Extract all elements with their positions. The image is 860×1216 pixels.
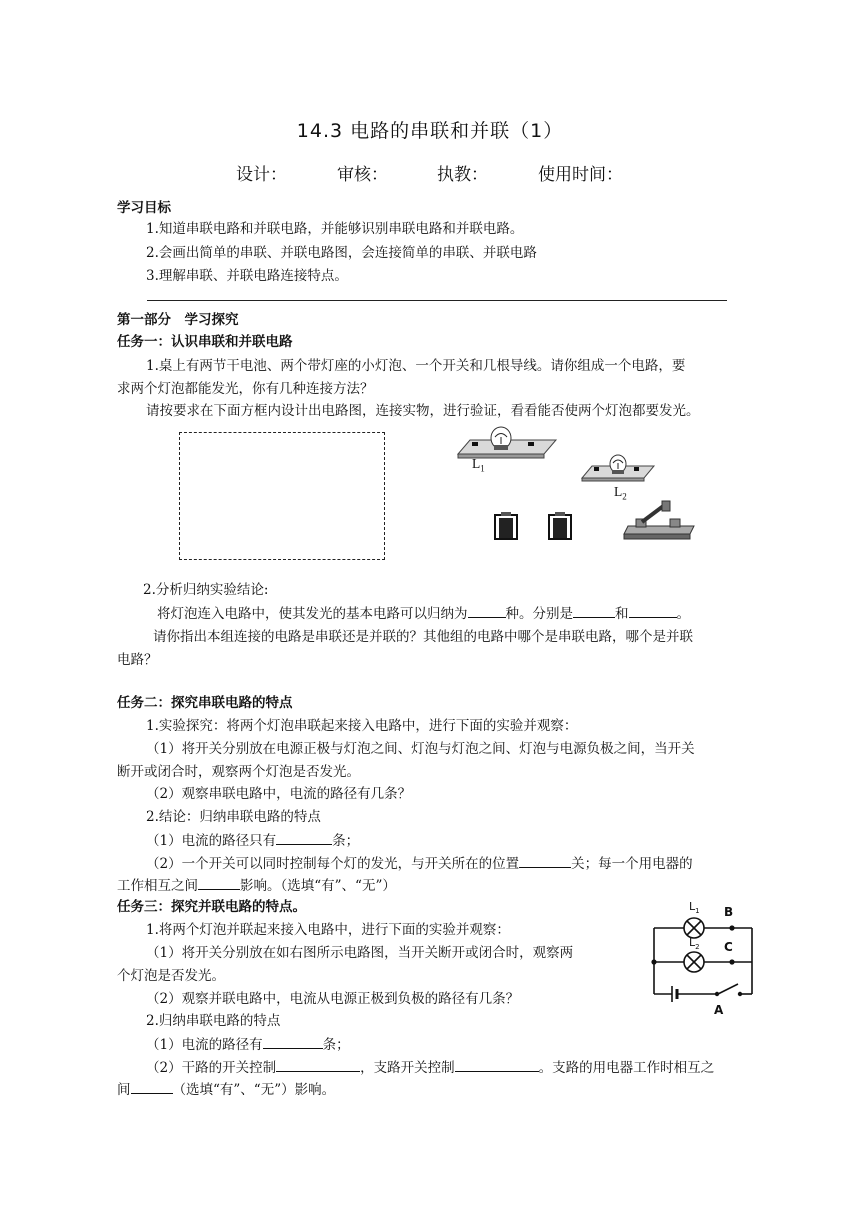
task1-q2-answer-line: 将灯泡连入电路中，使其发光的基本电路可以归纳为 种。分别是 和 。 [157, 603, 690, 624]
parallel-circuit-diagram [646, 898, 758, 1018]
divider [147, 300, 727, 301]
design-box[interactable] [179, 432, 385, 560]
battery-icon [494, 512, 518, 540]
diagram-label-l2: $L_2$ [689, 936, 700, 952]
diagram-label-l1: $L_1$ [689, 900, 700, 916]
task2-line: 工作相互之间 影响。（选填“有”、“无”） [117, 875, 396, 896]
task3-line: 2.归纳串联电路的特点 [146, 1013, 281, 1029]
battery-icon [548, 512, 572, 540]
task3-line: 个灯泡是否发光。 [117, 968, 225, 984]
goal-item: 1.知道串联电路和并联电路，并能够识别串联电路和并联电路。 [146, 221, 524, 237]
task2-line: 断开或闭合时，观察两个灯泡是否发光。 [117, 764, 360, 780]
blank-type1[interactable] [573, 603, 615, 618]
task1-q2: 2.分析归纳实验结论: [143, 582, 269, 598]
blank-influence[interactable] [198, 875, 240, 890]
meta-designer: 设计： [236, 165, 287, 185]
task3-line: （1）将开关分别放在如右图所示电路图，当开关断开或闭合时，观察两 [146, 945, 574, 961]
lamp-l2-image [580, 452, 656, 482]
task2-line: （2）一个开关可以同时控制每个灯的发光，与开关所在的位置 关；每一个用电器的 [146, 853, 693, 874]
meta-reviewer: 审核： [337, 165, 388, 185]
diagram-label-c: C [724, 940, 733, 954]
task2-line: （2）观察串联电路中，电流的路径有几条？ [146, 786, 412, 802]
goals-heading: 学习目标 [117, 200, 171, 216]
blank-branch-switch[interactable] [455, 1057, 539, 1072]
meta-teacher: 执教： [437, 165, 488, 185]
blank-parallel-paths[interactable] [263, 1034, 323, 1049]
blank-path-count[interactable] [276, 830, 332, 845]
task2-line: 1.实验探究：将两个灯泡串联起来接入电路中，进行下面的实验并观察： [146, 718, 578, 734]
task1-q2-b-line2: 电路？ [117, 652, 158, 668]
switch-image [622, 500, 696, 540]
blank-main-switch[interactable] [276, 1057, 360, 1072]
meta-date: 使用时间： [538, 165, 623, 185]
blank-type2[interactable] [629, 603, 677, 618]
diagram-label-b: B [724, 905, 734, 919]
task3-line: 间 （选填“有”、“无”）影响。 [117, 1079, 335, 1100]
task3-line: （2）干路的开关控制 ，支路开关控制 。支路的用电器工作时相互之 [146, 1057, 714, 1078]
task1-q1-line2: 求两个灯泡都能发光，你有几种连接方法？ [117, 381, 374, 397]
task1-q2-b-line1: 请你指出本组连接的电路是串联还是并联的？其他组的电路中哪个是串联电路，哪个是并联 [153, 629, 693, 645]
part1-heading: 第一部分 学习探究 [117, 312, 239, 328]
task2-heading: 任务二：探究串联电路的特点 [117, 695, 293, 711]
task1-q1-line3: 请按要求在下面方框内设计出电路图，连接实物，进行验证，看看能否使两个灯泡都要发光。 [146, 403, 700, 419]
task2-line: （1）电流的路径只有 条； [146, 830, 359, 851]
page-title: 14.3 电路的串联和并联（1） [296, 120, 564, 142]
task3-line: 1.将两个灯泡并联起来接入电路中，进行下面的实验并观察： [146, 922, 510, 938]
task3-line: （2）观察并联电路中，电流从电源正极到负极的路径有几条？ [146, 991, 520, 1007]
lamp-l2-label: $L_2$ [614, 484, 627, 502]
blank-branch-influence[interactable] [131, 1079, 173, 1094]
lamp-l1-label: $L_1$ [472, 456, 485, 474]
diagram-label-a: A [714, 1003, 724, 1017]
blank-count[interactable] [468, 603, 506, 618]
task3-line: （1）电流的路径有 条； [146, 1034, 350, 1055]
task1-heading: 任务一：认识串联和并联电路 [117, 334, 293, 350]
goal-item: 3.理解串联、并联电路连接特点。 [146, 268, 348, 284]
blank-switch-position[interactable] [519, 853, 571, 868]
goal-item: 2.会画出简单的串联、并联电路图，会连接简单的串联、并联电路 [146, 245, 537, 261]
task3-heading: 任务三：探究并联电路的特点。 [117, 899, 306, 915]
task1-q1-line1: 1.桌上有两节干电池、两个带灯座的小灯泡、一个开关和几根导线。请你组成一个电路，要 [146, 358, 686, 374]
task2-line: （1）将开关分别放在电源正极与灯泡之间、灯泡与灯泡之间、灯泡与电源负极之间，当开关 [146, 741, 695, 757]
task2-line: 2.结论：归纳串联电路的特点 [146, 809, 321, 825]
